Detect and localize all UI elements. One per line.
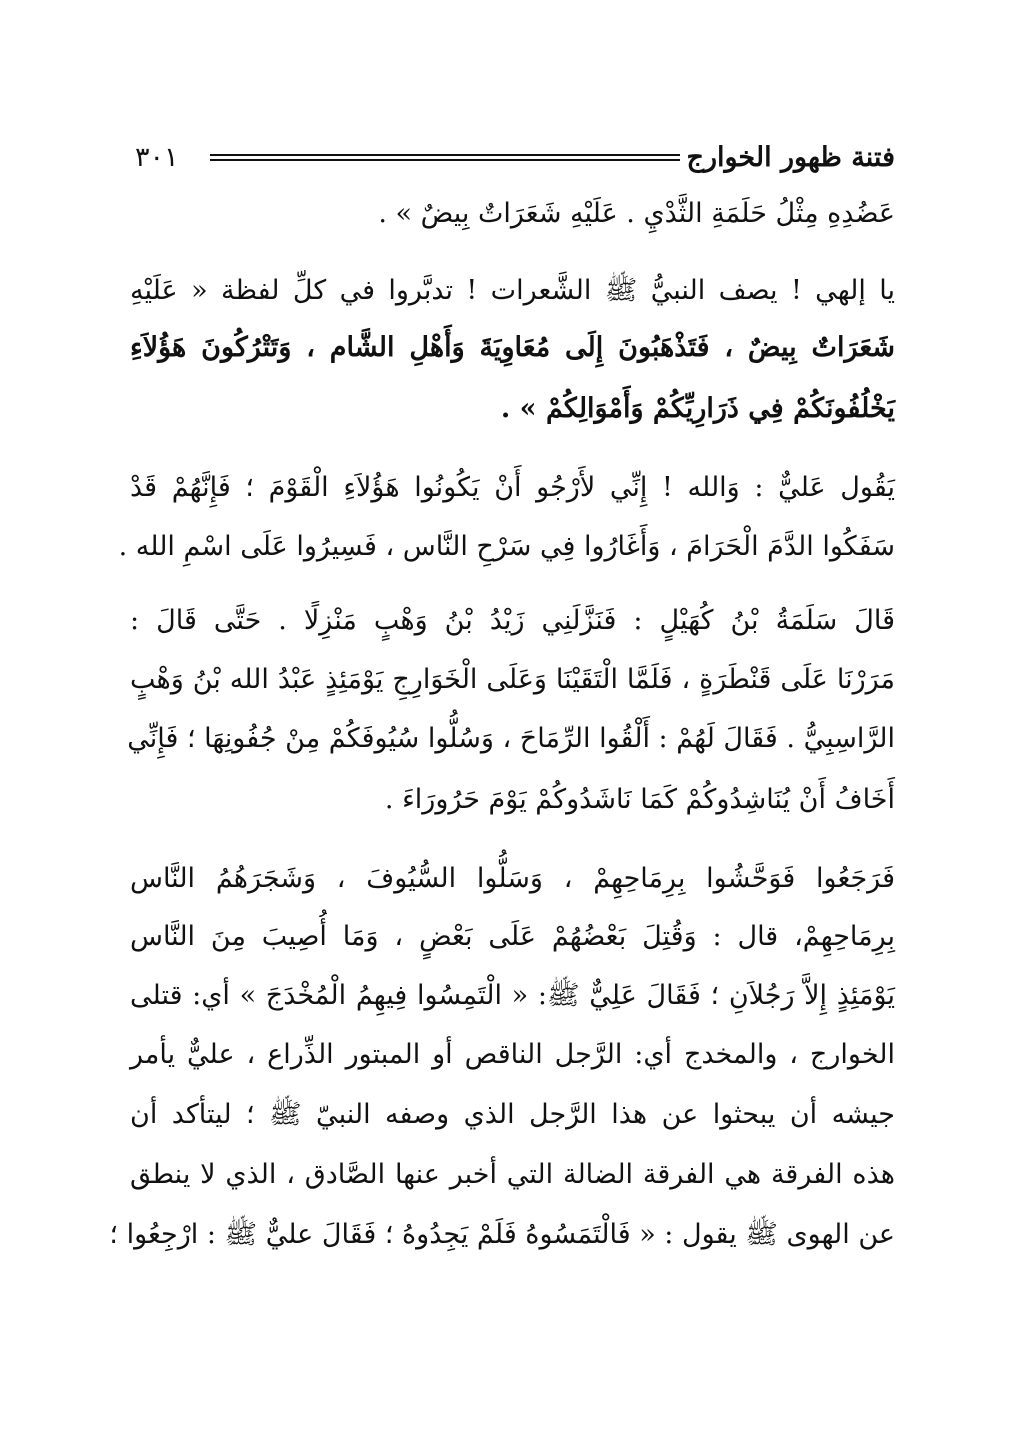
text-line: عن الهوى ﷺ يقول : « فَالْتَمَسُوهُ فَلَمْ يَجِدُوهُ ؛ فَقَالَ عليٌّ ﷺ : ارْجِعُوا ؛ bbox=[109, 1219, 895, 1250]
text-line: يَوْمَئِذٍ إِلاَّ رَجُلاَنِ ؛ فَقَالَ عَلِيٌّ ﷺ: « الْتَمِسُوا فِيهِمُ الْمُخْدَجَ » أي: قتلى bbox=[130, 980, 895, 1011]
text-line: جيشه أن يبحثوا عن هذا الرَّجل الذي وصفه النبيّ ﷺ ؛ ليتأكد أن bbox=[130, 1099, 895, 1130]
text-line: يَخْلُفُونَكُمْ فِي ذَرَارِيِّكُمْ وَأَمْوَالِكُمْ » . bbox=[500, 393, 895, 424]
text-line: الرَّاسِبِيُّ . فَقَالَ لَهُمْ : أَلْقُوا الرِّمَاحَ ، وَسُلُّوا سُيُوفَكُمْ مِنْ جُفُونِهَا ؛ فَإِنِّي bbox=[127, 723, 895, 754]
running-title: فتنة ظهور الخوارج bbox=[686, 142, 895, 173]
text-line: مَرَرْنَا عَلَى قَنْطَرَةٍ ، فَلَمَّا الْتَقَيْنَا وَعَلَى الْخَوَارِجِ يَوْمَئِذٍ عَبْدُ الله بْنُ وَهْبٍ bbox=[130, 664, 895, 695]
text-line: بِرِمَاحِهِمْ، قال : وَقُتِلَ بَعْضُهُمْ عَلَى بَعْضٍ ، وَمَا أُصِيبَ مِنَ النَّاس bbox=[130, 921, 895, 952]
text-line: شَعَرَاتٌ بِيضٌ ، فَتَذْهَبُونَ إِلَى مُعَاوِيَةَ وَأَهْلِ الشَّام ، وَتَتْرُكُونَ هَؤُلاَءِ bbox=[130, 332, 895, 363]
text-line: الخوارج ، والمخدج أي: الرَّجل الناقص أو المبتور الذِّراع ، عليٌّ يأمر bbox=[130, 1039, 895, 1070]
text-line: قَالَ سَلَمَةُ بْنُ كُهَيْلٍ : فَنَزَّلَنِي زَيْدُ بْنُ وَهْبٍ مَنْزِلًا . حَتَّى قَالَ : bbox=[130, 605, 895, 636]
text-line: أَخَافُ أَنْ يُنَاشِدُوكُمْ كَمَا نَاشَدُوكُمْ يَوْمَ حَرُورَاءَ . bbox=[384, 784, 895, 815]
text-line: هذه الفرقة هي الفرقة الضالة التي أخبر عنها الصَّادق ، الذي لا ينطق bbox=[130, 1159, 895, 1190]
text-line: سَفَكُوا الدَّمَ الْحَرَامَ ، وَأَغَارُوا فِي سَرْحِ النَّاس ، فَسِيرُوا عَلَى اسْمِ الله . bbox=[118, 531, 895, 562]
page-number: ٣٠١ bbox=[135, 142, 179, 173]
text-line: عَضُدِهِ مِثْلُ حَلَمَةِ الثَّدْيِ . عَلَيْهِ شَعَرَاتٌ بِيضٌ » . bbox=[378, 198, 895, 229]
header-rule bbox=[210, 154, 680, 161]
text-line: يَقُول عَليٌّ : وَالله ! إِنِّي لأَرْجُو أَنْ يَكُونُوا هَؤُلاَءِ الْقَوْمَ ؛ فَإِنَّهُمْ قَدْ bbox=[130, 472, 895, 503]
page-header bbox=[135, 140, 895, 176]
text-line: يا إلهي ! يصف النبيُّ ﷺ الشَّعرات ! تدبَّروا في كلِّ لفظة « عَلَيْهِ bbox=[130, 275, 896, 306]
text-line: فَرَجَعُوا فَوَحَّشُوا بِرِمَاحِهِمْ ، وَسَلُّوا السُّيُوفَ ، وَشَجَرَهُمُ النَّاس bbox=[130, 863, 895, 894]
